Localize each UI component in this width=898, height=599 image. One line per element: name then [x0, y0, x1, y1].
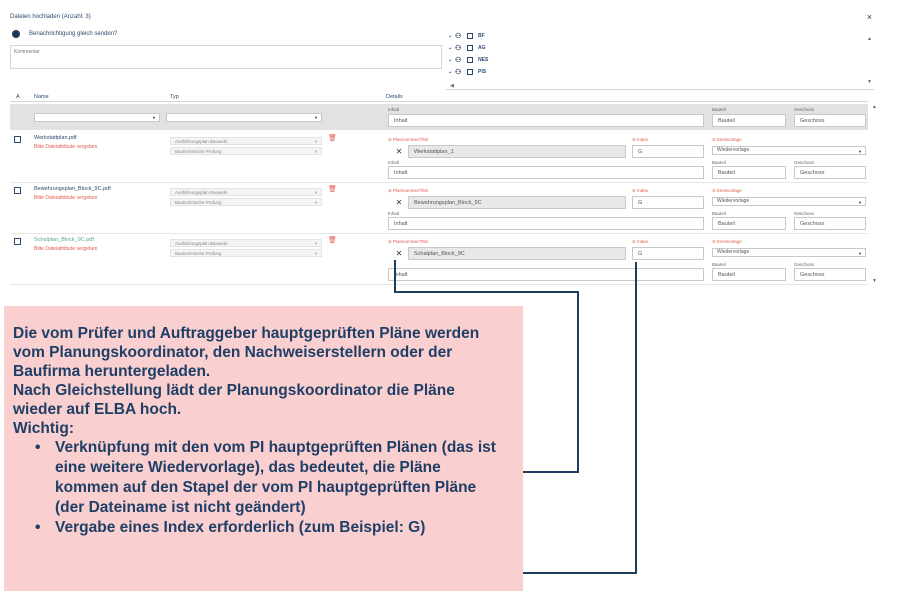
chevron-down-icon: ▼ [314, 149, 318, 154]
name-filter-select[interactable] [34, 113, 160, 122]
role-checkbox[interactable] [467, 45, 473, 51]
type-filter-select[interactable] [166, 113, 322, 122]
geschoss-input[interactable]: Geschoss [794, 166, 866, 179]
scroll-down-icon[interactable]: ▼ [867, 79, 872, 85]
file-name: Bewehrungsplan_Block_9C.pdf [34, 186, 111, 192]
chevron-down-icon[interactable]: ⌄ [448, 68, 453, 75]
einstvorlage-select-value: Wiedervorlage [717, 198, 750, 204]
callout-bullet-line: (der Dateiname ist nicht geändert) [55, 499, 306, 516]
geschoss-label: Geschoss [794, 160, 815, 165]
chevron-down-icon: ▼ [858, 251, 862, 256]
chevron-down-icon: ▼ [314, 139, 318, 144]
index-label-text: Index [637, 188, 649, 193]
plannummer-label-text: Plannummer/Titel [393, 137, 429, 142]
annotation-callout [4, 306, 523, 591]
file-checkbox[interactable] [14, 136, 21, 143]
group-icon: ⚇ [455, 44, 462, 52]
geschoss-filter-input[interactable]: Geschoss [794, 114, 866, 127]
callout-bullet-line: kommen auf den Stapel der vom PI hauptgeprüften Pläne [55, 479, 477, 496]
einstvorlage-label-text: Einstvorlage [717, 137, 742, 142]
type-select[interactable] [170, 137, 322, 145]
type-select[interactable] [170, 239, 322, 247]
subtype-select-value: Bautechnische Prüfung [175, 251, 222, 256]
file-warning: Bitte Dateiattribute vergeben [34, 195, 98, 201]
file-checkbox[interactable] [14, 238, 21, 245]
index-label: ⊘ Index [632, 188, 649, 193]
bauteil-input[interactable]: Bauteil [712, 217, 786, 230]
chevron-down-icon: ▼ [152, 115, 156, 120]
subtype-select-value: Bautechnische Prüfung [175, 149, 222, 154]
upload-dialog [6, 6, 877, 291]
index-input[interactable]: G [632, 145, 704, 158]
close-icon[interactable]: × [866, 12, 872, 22]
callout-line: Wichtig: [13, 420, 74, 437]
plannummer-input[interactable]: Werkstattplan_1 [408, 145, 626, 158]
group-icon: ⚇ [455, 32, 462, 40]
file-name: Werkstattplan.pdf [34, 135, 77, 141]
bauteil-input[interactable]: Bauteil [712, 268, 786, 281]
sort-column-header[interactable]: A [16, 94, 20, 100]
bauteil-label: Bauteil [712, 160, 726, 165]
inhalt-filter-label: Inhalt [388, 107, 400, 112]
chevron-down-icon: ▼ [314, 190, 318, 195]
geschoss-label: Geschoss [794, 262, 815, 267]
plannummer-label: ⊘ Plannummer/Titel [388, 137, 429, 142]
role-row[interactable] [448, 54, 488, 65]
callout-line: Die vom Prüfer und Auftraggeber hauptgeprüften Pläne werden [13, 325, 480, 342]
subtype-select[interactable] [170, 147, 322, 155]
comment-field[interactable] [10, 45, 442, 69]
close-icon[interactable]: ✕ [395, 198, 403, 207]
chevron-down-icon[interactable]: ⌄ [448, 44, 453, 51]
chevron-down-icon: ▼ [858, 200, 862, 205]
type-select[interactable] [170, 188, 322, 196]
einstvorlage-select[interactable] [712, 248, 866, 257]
callout-bullet-line: eine weitere Wiedervorlage), das bedeutet, die Pläne [55, 459, 441, 476]
einstvorlage-label: ⊘ Einstvorlage [712, 188, 742, 193]
close-icon[interactable]: ✕ [395, 147, 403, 156]
role-label: AG [478, 44, 486, 51]
role-label: BF [478, 32, 485, 39]
index-label-text: Index [637, 239, 649, 244]
einstvorlage-select[interactable] [712, 146, 866, 155]
role-label: PIS [478, 68, 487, 75]
file-warning: Bitte Dateiattribute vergeben [34, 246, 98, 252]
role-checkbox[interactable] [467, 69, 473, 75]
index-label: ⊘ Index [632, 137, 649, 142]
subtype-select-value: Bautechnische Prüfung [175, 200, 222, 205]
role-label: NES [478, 56, 489, 63]
role-checkbox[interactable] [467, 57, 473, 63]
einstvorlage-label-text: Einstvorlage [717, 188, 742, 193]
einstvorlage-label: ⊘ Einstvorlage [712, 137, 742, 142]
type-column-header[interactable]: Typ [170, 94, 179, 100]
file-name: Schalplan_Block_9C.pdf [34, 237, 94, 243]
einstvorlage-select-value: Wiedervorlage [717, 249, 750, 255]
inhalt-label: Inhalt [388, 211, 400, 216]
index-input[interactable]: G [632, 196, 704, 209]
notify-toggle[interactable] [12, 30, 20, 38]
inhalt-input[interactable]: Inhalt [388, 217, 704, 230]
role-row[interactable] [448, 42, 486, 53]
file-row [10, 235, 868, 285]
bauteil-label: Bauteil [712, 262, 726, 267]
group-icon: ⚇ [455, 68, 462, 76]
geschoss-input[interactable]: Geschoss [794, 217, 866, 230]
role-checkbox[interactable] [467, 33, 473, 39]
plannummer-label: ⊘ Plannummer/Titel [388, 239, 429, 244]
file-warning: Bitte Dateiattribute vergeben [34, 144, 98, 150]
scroll-left-icon[interactable]: ◀ [450, 83, 454, 89]
plannummer-label-text: Plannummer/Titel [393, 188, 429, 193]
bauteil-label: Bauteil [712, 211, 726, 216]
chevron-down-icon: ▼ [314, 115, 318, 120]
chevron-down-icon: ▼ [314, 251, 318, 256]
einstvorlage-select-value: Wiedervorlage [717, 147, 750, 153]
trash-icon[interactable]: 🗑 [328, 237, 337, 244]
index-label-text: Index [637, 137, 649, 142]
scroll-up-icon[interactable]: ▲ [872, 104, 877, 110]
callout-bullet-line: Verknüpfung mit den vom PI hauptgeprüften Plänen (das ist [55, 439, 496, 456]
trash-icon[interactable]: 🗑 [328, 135, 337, 142]
chevron-down-icon: ▼ [858, 149, 862, 154]
filter-row [10, 104, 868, 130]
chevron-down-icon[interactable]: ⌄ [448, 56, 453, 63]
notify-label: Benachrichtigung gleich senden? [29, 31, 118, 37]
bauteil-filter-label: Bauteil [712, 107, 726, 112]
geschoss-filter-label: Geschoss [794, 107, 815, 112]
type-select-value: Ausführungsplan Bauwerk [175, 139, 228, 144]
file-row [10, 184, 868, 234]
geschoss-input[interactable]: Geschoss [794, 268, 866, 281]
callout-bullet-list [35, 438, 523, 538]
subtype-select[interactable] [170, 198, 322, 206]
geschoss-label: Geschoss [794, 211, 815, 216]
chevron-down-icon: ▼ [314, 241, 318, 246]
comment-label: Kommentar [14, 49, 40, 55]
einstvorlage-label-text: Einstvorlage [717, 239, 742, 244]
type-select-value: Ausführungsplan Bauwerk [175, 190, 228, 195]
subtype-select[interactable] [170, 249, 322, 257]
callout-line: vom Planungskoordinator, den Nachweiserstellern oder der [13, 344, 453, 361]
plannummer-input[interactable]: Bewehrungsplan_Block_9C [408, 196, 626, 209]
plannummer-input[interactable]: Schalplan_Block_9C [408, 247, 626, 260]
file-row [10, 133, 868, 183]
connector-line-index [520, 262, 636, 573]
chevron-down-icon[interactable]: ⌄ [448, 32, 453, 39]
scroll-down-icon[interactable]: ▼ [872, 278, 877, 284]
callout-line: Baufirma heruntergeladen. [13, 363, 211, 380]
close-icon[interactable]: ✕ [395, 249, 403, 258]
role-row[interactable] [448, 30, 485, 41]
index-label: ⊘ Index [632, 239, 649, 244]
role-row[interactable] [448, 66, 486, 77]
inhalt-filter-input[interactable]: Inhalt [388, 114, 704, 127]
plannummer-label: ⊘ Plannummer/Titel [388, 188, 429, 193]
callout-bullet [35, 438, 523, 518]
type-select-value: Ausführungsplan Bauwerk [175, 241, 228, 246]
table-header [10, 93, 868, 102]
einstvorlage-label: ⊘ Einstvorlage [712, 239, 742, 244]
details-column-header[interactable]: Details [386, 94, 403, 100]
index-input[interactable]: G [632, 247, 704, 260]
inhalt-input[interactable]: Inhalt [388, 268, 704, 281]
einstvorlage-select[interactable] [712, 197, 866, 206]
chevron-down-icon: ▼ [314, 200, 318, 205]
bauteil-input[interactable]: Bauteil [712, 166, 786, 179]
name-column-header[interactable]: Name [34, 94, 49, 100]
recipient-roles-panel [446, 28, 874, 90]
trash-icon[interactable]: 🗑 [328, 186, 337, 193]
dialog-title: Dateien hochladen (Anzahl: 3) [10, 14, 91, 20]
inhalt-label: Inhalt [388, 160, 400, 165]
callout-bullet: • Vergabe eines Index erforderlich (zum Beispiel: G) [35, 518, 523, 538]
group-icon: ⚇ [455, 56, 462, 64]
scroll-up-icon[interactable]: ▲ [867, 36, 872, 42]
inhalt-input[interactable]: Inhalt [388, 166, 704, 179]
file-checkbox[interactable] [14, 187, 21, 194]
callout-line: wieder auf ELBA hoch. [13, 401, 182, 418]
bauteil-filter-input[interactable]: Bauteil [712, 114, 786, 127]
plannummer-label-text: Plannummer/Titel [393, 239, 429, 244]
callout-line: Nach Gleichstellung lädt der Planungskoordinator die Pläne [13, 382, 455, 399]
